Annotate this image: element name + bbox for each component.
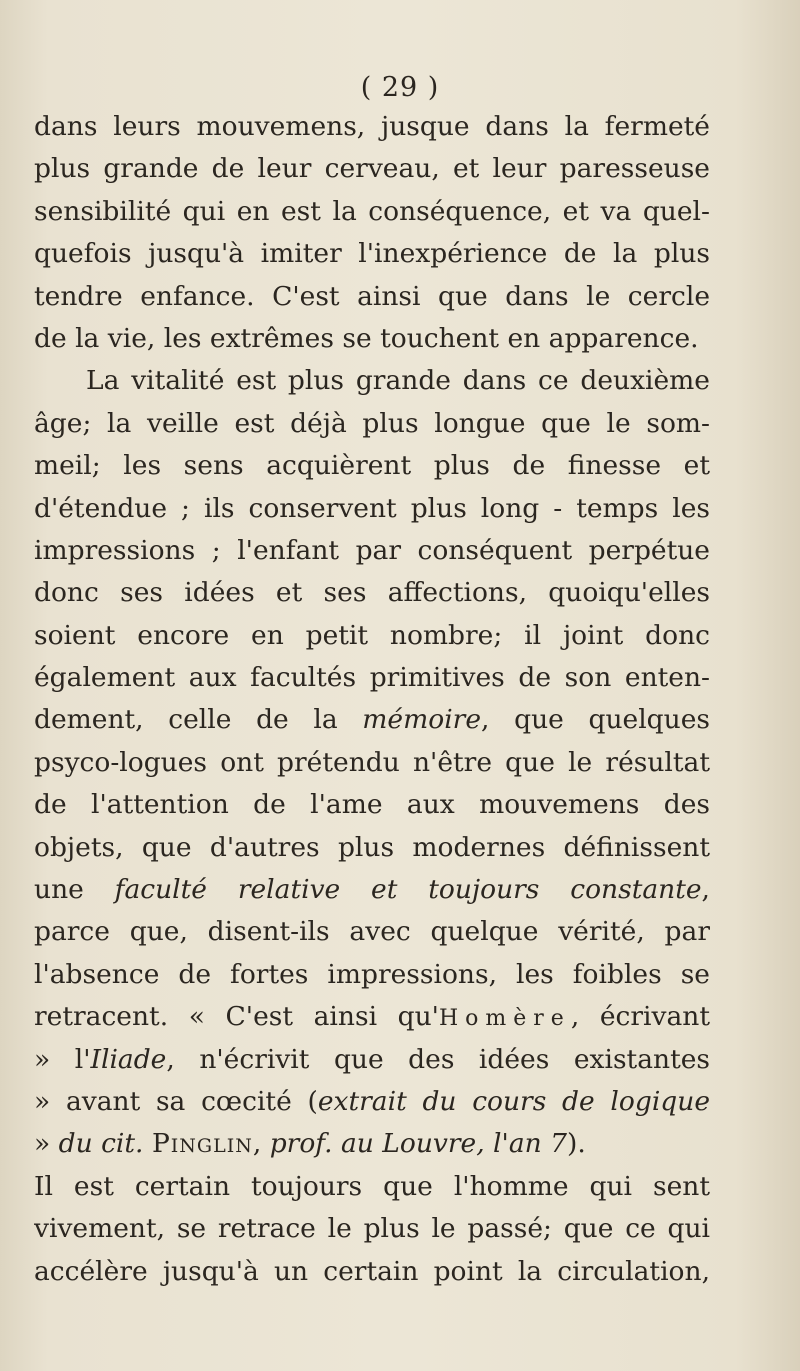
text-run: , bbox=[701, 874, 710, 906]
text-run: soient encore en petit nombre; il joint donc bbox=[34, 619, 710, 651]
text-run: accélère jusqu'à un certain point la circulation, bbox=[34, 1255, 710, 1287]
text-run: également aux facultés primitives de son enten- bbox=[34, 662, 710, 694]
text-run: vivement, se retrace le plus le passé; que ce qui bbox=[34, 1213, 710, 1245]
text-line bbox=[34, 530, 710, 572]
body-text bbox=[34, 106, 710, 1293]
text-run: La vitalité est plus grande dans ce deuxième bbox=[86, 365, 710, 397]
text-line bbox=[34, 657, 710, 699]
text-line bbox=[34, 827, 710, 869]
text-line bbox=[34, 403, 710, 445]
italic-citation: prof. au Louvre, l'an 7 bbox=[269, 1128, 567, 1160]
text-line bbox=[34, 954, 710, 996]
text-run: âge; la veille est déjà plus longue que le som- bbox=[34, 407, 710, 439]
paragraph-start-line bbox=[34, 360, 710, 402]
text-line bbox=[34, 996, 710, 1038]
text-run: objets, que d'autres plus modernes définissent bbox=[34, 831, 710, 863]
text-run: parce que, disent-ils avec quelque vérité, par bbox=[34, 916, 710, 948]
text-run: quefois jusqu'à imiter l'inexpérience de la plus bbox=[34, 238, 710, 270]
text-run: ). bbox=[566, 1128, 586, 1160]
text-line bbox=[34, 911, 710, 953]
italic-title: Iliade bbox=[90, 1043, 167, 1075]
text-run: » avant sa cœcité ( bbox=[34, 1085, 318, 1117]
text-run: une bbox=[34, 874, 115, 906]
text-line bbox=[34, 148, 710, 190]
text-line bbox=[34, 742, 710, 784]
text-run: d'étendue ; ils conservent plus long - temps les bbox=[34, 492, 710, 524]
text-run: , n'écrivit que des idées existantes bbox=[166, 1043, 710, 1075]
text-line bbox=[34, 276, 710, 318]
text-line bbox=[34, 1081, 710, 1123]
text-run: » bbox=[34, 1128, 59, 1160]
text-line bbox=[34, 1123, 710, 1165]
text-line bbox=[34, 1039, 710, 1081]
text-run: l'absence de fortes impressions, les foibles se bbox=[34, 958, 710, 990]
text-line bbox=[34, 869, 710, 911]
text-run: impressions ; l'enfant par conséquent perpétue bbox=[34, 534, 710, 566]
author-name: Homère bbox=[438, 1006, 571, 1032]
text-line bbox=[34, 699, 710, 741]
text-line bbox=[34, 233, 710, 275]
italic-term: faculté relative et toujours constante bbox=[114, 874, 702, 906]
text-line bbox=[34, 488, 710, 530]
author-name: Pinglin bbox=[151, 1128, 253, 1160]
page-number: ( 29 ) bbox=[360, 72, 440, 103]
text-run: de l'attention de l'ame aux mouvemens des bbox=[34, 789, 710, 821]
text-run: , bbox=[252, 1128, 270, 1160]
text-run: de la vie, les extrêmes se touchent en apparence. bbox=[34, 322, 699, 354]
text-run: , que quelques bbox=[481, 704, 710, 736]
text-run: dans leurs mouvemens, jusque dans la fermeté bbox=[34, 111, 710, 142]
text-run: donc ses idées et ses affections, quoiqu'elles bbox=[34, 577, 710, 609]
text-run: psyco-logues ont prétendu n'être que le résultat bbox=[34, 746, 710, 778]
italic-term: mémoire bbox=[362, 704, 482, 736]
text-line bbox=[34, 1208, 710, 1250]
text-run: sensibilité qui en est la conséquence, et va quel- bbox=[34, 195, 710, 227]
text-line bbox=[34, 1251, 710, 1293]
text-line bbox=[34, 106, 710, 148]
italic-citation: du cit. bbox=[58, 1128, 144, 1160]
text-line bbox=[34, 445, 710, 487]
text-line bbox=[34, 784, 710, 826]
text-run: retracent. « C'est ainsi qu' bbox=[34, 1001, 439, 1033]
text-line bbox=[34, 615, 710, 657]
text-line bbox=[34, 1166, 710, 1208]
text-line bbox=[34, 572, 710, 614]
text-run: plus grande de leur cerveau, et leur paresseuse bbox=[34, 153, 710, 185]
text-run: , écrivant bbox=[570, 1001, 710, 1033]
text-line bbox=[34, 318, 710, 360]
italic-citation: extrait du cours de logique bbox=[317, 1085, 710, 1117]
text-run: dement, celle de la bbox=[34, 704, 363, 736]
text-run: » l' bbox=[34, 1043, 91, 1075]
text-run: Il est certain toujours que l'homme qui sent bbox=[34, 1170, 710, 1202]
text-run bbox=[144, 1128, 152, 1159]
text-line bbox=[34, 191, 710, 233]
text-run: meil; les sens acquièrent plus de finesse et bbox=[34, 450, 710, 482]
text-run: tendre enfance. C'est ainsi que dans le cercle bbox=[34, 280, 710, 312]
